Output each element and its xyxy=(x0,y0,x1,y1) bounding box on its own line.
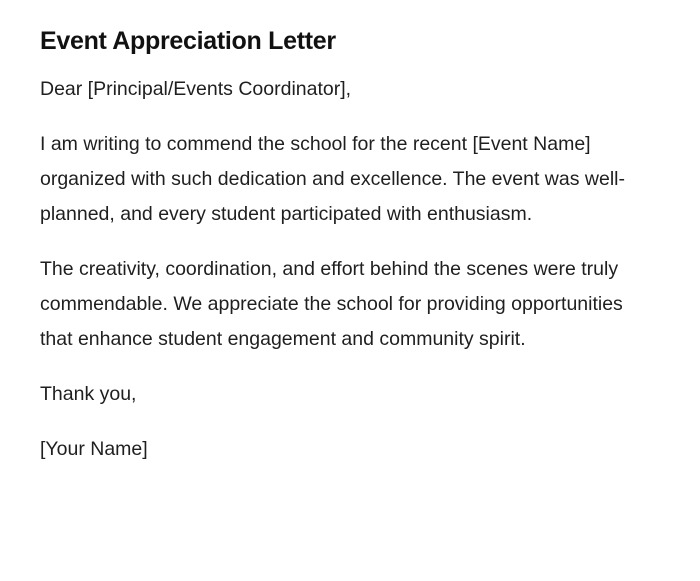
letter-signature: [Your Name] xyxy=(40,438,148,460)
letter-paragraph-2: The creativity, coordination, and effort behind the scenes were truly commendable. We appreciate the school for providing opportunities that enhance student engagement and community spirit. xyxy=(40,258,623,350)
letter-paragraph-1: I am writing to commend the school for the recent [Event Name] organized with such dedication and excellence. The event was well-planned, and every student participated with enthusiasm. xyxy=(40,133,625,225)
letter-salutation: Dear [Principal/Events Coordinator], xyxy=(40,78,352,100)
letter-title: Event Appreciation Letter xyxy=(40,27,336,55)
letter-closing: Thank you, xyxy=(40,383,137,405)
letter-document xyxy=(40,24,660,487)
